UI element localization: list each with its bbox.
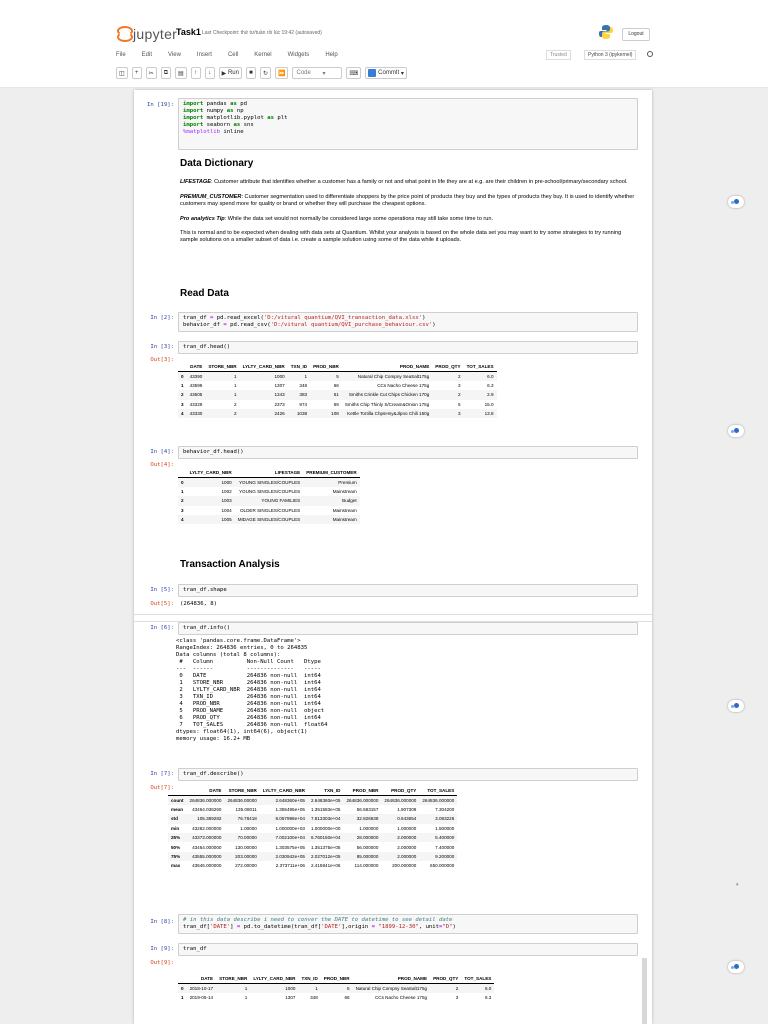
column-header: TXN_ID [298, 974, 320, 983]
table-cell: 1 [244, 985, 248, 991]
column-header: TOT_SALES [464, 362, 497, 371]
scroll-caret-icon[interactable]: ▾ [736, 882, 739, 888]
table-cell: 7.002100e+04 [275, 835, 305, 841]
table-cell: Mainstream [332, 507, 357, 513]
trusted-indicator[interactable]: Trusted [546, 50, 571, 60]
table-cell: 43646.000000 [192, 863, 222, 869]
commit-icon [368, 69, 376, 77]
info-output: <class 'pandas.core.frame.DataFrame'> RangeIndex: 264836 entries, 0 to 264835 Data columns (total 8 columns): # Column Non-Null Count Dtype --- ------ -------------- ----- 0 DATE 264836 non-null int64 1 STORE_NBR 264836 non-null int64 2 LYLTY_CARD_NBR 264836 non-null int64 3 TXN_ID 264836 non-null int64 4 PROD_NBR 264836 non-null int64 5 PROD_NAME 264836 non-null object 6 PROD_QTY 264836 non-null int64 7 TOT_SALES 264836 non-null float64 dtypes: float64(1), int64(6), object(1) memory usage: 16.2+ MB [176, 638, 328, 742]
table-cell: 3 [455, 994, 459, 1000]
table-cell: 43329 [189, 401, 203, 407]
column-header: TOT_SALES [461, 974, 494, 983]
cell-type-value: Code [296, 70, 311, 76]
column-header: LIFESTAGE [235, 468, 304, 477]
row-index: 0 [181, 479, 184, 485]
code-text: behavior_df.head() [183, 449, 244, 455]
table-cell: 2018-10-17 [189, 985, 214, 991]
column-header: PROD_NAME [353, 974, 431, 983]
side-assistant-icon[interactable] [728, 961, 744, 973]
table-cell: 1.303575e+05 [275, 844, 305, 850]
move-down-icon[interactable]: ↓ [205, 67, 215, 79]
table-cell: 2.000000 [397, 835, 417, 841]
table-cell: 108 [331, 411, 339, 417]
table-cell: 2 [458, 392, 461, 398]
kernel-name[interactable]: Python 3 (ipykernel) [584, 50, 636, 60]
table-cell: 43330 [189, 411, 203, 417]
table-cell: 203.00000 [235, 853, 257, 859]
output-prompt: Out[4]: [150, 462, 174, 468]
code-input[interactable] [178, 768, 638, 781]
code-input[interactable]: import pandas as pd import numpy as np import matplotlib.pyplot as plt import seaborn as sns %matplotlib inline [178, 98, 638, 150]
section-title: Data Dictionary [180, 158, 254, 169]
table-row [168, 824, 457, 833]
term-tip: Pro analytics Tip [180, 215, 225, 222]
table-row [178, 381, 497, 390]
input-prompt: In [9]: [150, 946, 174, 952]
column-header [178, 468, 187, 477]
table-row [178, 993, 494, 1002]
section-title: Transaction Analysis [180, 559, 280, 570]
table-row [168, 833, 457, 842]
row-index: std [171, 816, 178, 822]
table-cell: 1000 [285, 985, 296, 991]
column-header [168, 786, 187, 795]
input-prompt: In [2]: [150, 315, 174, 321]
input-prompt: In [4]: [150, 449, 174, 455]
table-cell: 2.027012e+05 [310, 853, 341, 859]
menu-insert[interactable]: Insert [196, 52, 212, 58]
dataframe-describe-table [168, 786, 457, 871]
table-cell: 135.08011 [235, 806, 257, 812]
column-header: PROD_QTY [381, 786, 419, 795]
table-cell: Smiths Chip Thinly S/Cream&Onion 175g [344, 401, 430, 407]
table-cell: 650.000000 [430, 863, 455, 869]
table-cell: 5 [347, 985, 350, 991]
kernel-idle-icon [647, 51, 653, 57]
table-cell: 70.00000 [237, 835, 257, 841]
table-cell: Budget [342, 498, 357, 504]
table-cell: 2.415841e+06 [310, 863, 341, 869]
markdown-transaction-analysis[interactable] [180, 561, 640, 568]
table-cell: 6.3 [484, 994, 492, 1000]
table-cell: 15.0 [484, 401, 494, 407]
column-header: LYLTY_CARD_NBR [250, 974, 298, 983]
table-row [178, 515, 360, 524]
table-cell: 1.000000 [397, 825, 417, 831]
table-cell: 264836.000000 [189, 797, 222, 803]
table-cell: 76.78418 [237, 816, 257, 822]
row-index: 4 [181, 517, 184, 523]
table-cell: 5 [336, 373, 339, 379]
input-prompt: In [8]: [150, 919, 174, 925]
table-cell: 43373.000000 [192, 835, 222, 841]
table-cell: 1038 [296, 411, 308, 417]
jupyter-wordmark: jupyter [133, 26, 178, 42]
row-index: 2 [181, 392, 184, 398]
definition-premium: : Customer segmentation used to differentiate shoppers by the price point of products they buy and the types of products they buy. It is used to identify whether customers may spend more for quality or brand or whether they will purchase the cheapest options. [180, 193, 635, 208]
table-cell: 7.304200 [435, 806, 455, 812]
table-cell: 348 [310, 994, 318, 1000]
menu-bar [116, 49, 656, 63]
output-prompt: Out[3]: [150, 357, 174, 363]
dataframe-head-table [178, 362, 497, 418]
table-cell: 264836.00000 [227, 797, 257, 803]
table-row [178, 371, 497, 380]
menu-edit[interactable]: Edit [141, 52, 153, 58]
table-cell: Kettle Tortilla ChpsHny&Jlpno Chili 150g [347, 411, 430, 417]
input-prompt: In [5]: [150, 587, 174, 593]
toolbar [116, 66, 411, 80]
python-logo-icon [598, 24, 614, 40]
code-input[interactable] [178, 622, 638, 635]
table-cell: OLDER SINGLES/COUPLES [239, 507, 301, 513]
markdown-read-data[interactable] [180, 290, 640, 297]
table-cell: Natural Chip Compny SeaSalt175g [357, 373, 430, 379]
table-cell: 0.643654 [397, 816, 417, 822]
menu-kernel[interactable]: Kernel [254, 52, 272, 58]
dataframe-behavior-table [178, 468, 360, 524]
table-cell: 32.826638 [356, 816, 379, 822]
table-cell: 1.351375e+05 [310, 844, 341, 850]
side-assistant-icon[interactable] [728, 196, 744, 208]
row-index: count [171, 797, 184, 803]
definition-lifestage: : Customer attribute that identifies whether a customer has a family or not and what point in life they are at e.g. are their children in pre-school/primary/secondary school. [210, 179, 628, 186]
table-cell: 1.907309 [397, 806, 417, 812]
markdown-data-dictionary[interactable] [180, 160, 640, 245]
column-header [178, 974, 187, 983]
restart-run-all-icon[interactable]: ⏩ [275, 67, 288, 79]
interrupt-icon[interactable]: ■ [246, 67, 256, 79]
table-cell: CCs Nacho Cheese 175g [374, 994, 428, 1000]
table-cell: 9.200000 [435, 853, 455, 859]
table-cell: 348 [299, 382, 308, 388]
table-row [168, 861, 457, 870]
code-input[interactable]: tran_df = pd.read_excel('D:/vitural quantium/QVI_transaction_data.xlsx') behavior_df = pd.read_csv('D:/vitural quantium/QVI_purchase_behaviour.csv') [178, 312, 638, 332]
table-cell: 43599 [189, 382, 203, 388]
table-cell: 66 [333, 382, 339, 388]
table-cell: YOUNG SINGLES/COUPLES [238, 488, 301, 494]
row-index: mean [171, 806, 184, 812]
paragraph-tip [180, 216, 640, 223]
table-cell: 264836.000000 [384, 797, 417, 803]
paste-icon[interactable]: ▤ [175, 67, 187, 79]
table-cell: 3 [458, 382, 461, 388]
table-row [168, 795, 457, 804]
table-cell: 7.813303e+04 [310, 816, 341, 822]
table-cell: 264836.000000 [422, 797, 455, 803]
table-cell: 1000 [221, 479, 232, 485]
paragraph-lifestage [180, 179, 640, 186]
run-label: Run [227, 70, 239, 76]
row-index: max [171, 863, 181, 869]
keyboard-icon[interactable]: ⌨ [346, 67, 361, 79]
table-cell: 105.389282 [197, 816, 222, 822]
jupyter-logo[interactable] [116, 24, 177, 44]
code-input[interactable] [178, 341, 638, 354]
column-header: PROD_NAME [342, 362, 432, 371]
row-index: 1 [181, 382, 184, 388]
table-cell: 1005 [221, 517, 232, 523]
table-cell: 130.00000 [235, 844, 257, 850]
code-text: tran_df [183, 946, 207, 952]
table-cell: 2019-05-14 [189, 994, 214, 1000]
output-scrollbar[interactable] [642, 958, 647, 1024]
notebook-container [134, 90, 652, 1024]
column-header: TXN_ID [308, 786, 344, 795]
table-cell: 7.400000 [435, 844, 455, 850]
row-index: 1 [181, 994, 184, 1000]
row-index: min [171, 825, 180, 831]
table-cell: CCs Nacho Cheese 175g [377, 382, 430, 388]
table-row [178, 983, 494, 992]
table-cell: 1.000000e+00 [310, 825, 341, 831]
table-cell: 66 [344, 994, 350, 1000]
cut-icon[interactable]: ✂ [146, 67, 157, 79]
input-prompt: In [7]: [150, 771, 174, 777]
save-icon[interactable]: ◫ [116, 67, 128, 79]
restart-icon[interactable]: ↻ [260, 67, 271, 79]
table-cell: 2 [458, 373, 461, 379]
row-index: 50% [171, 844, 181, 850]
table-row [168, 842, 457, 851]
code-text: tran_df.shape [183, 587, 227, 593]
table-cell: 2373 [274, 401, 285, 407]
column-header: TOT_SALES [419, 786, 457, 795]
table-row [168, 805, 457, 814]
column-header: LYLTY_CARD_NBR [240, 362, 288, 371]
table-cell: 974 [299, 401, 308, 407]
output-prompt: Out[9]: [150, 960, 174, 966]
notebook-name[interactable]: Task1 [176, 27, 201, 37]
table-cell: 1.355495e+05 [275, 806, 305, 812]
code-text: tran_df.describe() [183, 771, 244, 777]
section-title: Read Data [180, 288, 229, 299]
output-prompt: Out[7]: [150, 785, 174, 791]
table-cell: 6.0 [487, 373, 494, 379]
column-header: PREMIUM_CUSTOMER [303, 468, 359, 477]
jupyter-logo-icon [116, 25, 130, 43]
table-cell: 2.373711e+06 [275, 863, 305, 869]
table-cell: 56.000000 [356, 844, 379, 850]
cell-type-select[interactable]: Code ▾ [292, 67, 342, 79]
copy-icon[interactable]: ⧉ [161, 67, 171, 79]
table-cell: 1004 [221, 507, 232, 513]
row-index: 0 [181, 373, 184, 379]
table-cell: 1.000000e+03 [275, 825, 305, 831]
table-cell: 1 [234, 392, 237, 398]
term-premium: PREMIUM_CUSTOMER [180, 193, 242, 200]
logout-button[interactable]: Logout [622, 28, 650, 41]
table-cell: 383 [299, 392, 308, 398]
code-input[interactable]: # in this data describe i need to conver the DATE to datetime to see detail date tran_df['DATE'] = pd.to_datetime(tran_df['DATE'],origin = "1899-12-30", unit="D") [178, 914, 638, 934]
table-cell: 2.000000 [397, 844, 417, 850]
table-cell: 2 [234, 411, 237, 417]
code-input[interactable] [178, 584, 638, 597]
row-index: 2 [181, 498, 184, 504]
row-index: 3 [181, 401, 184, 407]
commit-button[interactable]: CommIt ▾ [365, 67, 407, 79]
column-header: TXN_ID [288, 362, 310, 371]
table-row [178, 400, 497, 409]
table-row [168, 814, 457, 823]
table-cell: Smiths Crinkle Cut Chips Chicken 170g [348, 392, 430, 398]
table-cell: YOUNG FAMILIES [261, 498, 301, 504]
paragraph-premium [180, 194, 640, 209]
table-cell: 200.000000 [392, 863, 417, 869]
column-header: DATE [187, 786, 225, 795]
table-cell: 1000 [274, 373, 285, 379]
run-button[interactable]: ▶ Run [219, 67, 242, 79]
table-cell: 1307 [285, 994, 296, 1000]
row-index: 75% [171, 853, 181, 859]
table-cell: 8.057998e+04 [275, 816, 305, 822]
table-cell: 69 [333, 401, 339, 407]
table-cell: YOUNG SINGLES/COUPLES [238, 479, 301, 485]
table-row [178, 477, 360, 486]
menu-cell[interactable]: Cell [227, 52, 239, 58]
code-input[interactable] [178, 943, 638, 956]
menu-help[interactable]: Help [325, 52, 338, 58]
row-index: 3 [181, 507, 184, 513]
paragraph-note: This is normal and to be expected when dealing with data sets at Quantium. Whilst your analysis is based on the whole data set you may want to try some strategies to try running sample solutions on a smaller subset of data i.e. create a sample solution using some of the data while it uploads. [180, 230, 622, 244]
column-header: DATE [187, 362, 206, 371]
table-row [178, 506, 360, 515]
table-cell: 2 [455, 985, 459, 991]
definition-tip: : While the data set would not normally be considered large some operations may still take some time to run. [224, 215, 493, 222]
column-header: PROD_NBR [310, 362, 342, 371]
table-cell: 43390 [189, 373, 203, 379]
table-cell: 28.000000 [356, 835, 379, 841]
input-prompt: In [6]: [150, 625, 174, 631]
move-up-icon[interactable]: ↑ [191, 67, 201, 79]
column-header [178, 362, 187, 371]
table-row [178, 390, 497, 399]
code-text: tran_df.info() [183, 625, 231, 631]
term-lifestage: LIFESTAGE [180, 179, 211, 186]
table-cell: 2.648360e+05 [275, 797, 305, 803]
dataframe-full-table [178, 974, 494, 1002]
table-row [178, 487, 360, 496]
table-cell: 2.9 [487, 392, 494, 398]
output-text: (264836, 8) [180, 601, 218, 607]
column-header: DATE [187, 974, 217, 983]
table-cell: 1 [315, 985, 318, 991]
column-header: PROD_NBR [343, 786, 381, 795]
table-cell: 1 [304, 373, 308, 379]
side-assistant-icon[interactable] [728, 425, 744, 437]
table-cell: Premium [338, 479, 357, 485]
insert-cell-below-icon[interactable]: + [132, 67, 142, 79]
table-cell: Mainstream [332, 488, 357, 494]
row-index: 0 [181, 985, 184, 991]
column-header: PROD_QTY [430, 974, 461, 983]
table-cell: 56.583157 [356, 806, 379, 812]
table-cell: 1343 [274, 392, 285, 398]
table-cell: 6.0 [484, 985, 492, 991]
column-header: PROD_NBR [321, 974, 353, 983]
table-cell: 43555.000000 [192, 853, 222, 859]
table-cell: 1002 [221, 488, 232, 494]
table-cell: 5.400000 [435, 835, 455, 841]
row-index: 1 [181, 488, 184, 494]
table-cell: 13.8 [484, 411, 494, 417]
table-cell: 1307 [274, 382, 285, 388]
table-cell: 6.760150e+04 [310, 835, 341, 841]
table-cell: 1.000000 [359, 825, 379, 831]
column-header: LYLTY_CARD_NBR [187, 468, 235, 477]
table-row [168, 852, 457, 861]
column-header: STORE_NBR [205, 362, 239, 371]
table-cell: 3 [458, 411, 461, 417]
column-header: PROD_QTY [432, 362, 463, 371]
table-row [178, 409, 497, 418]
table-cell: 1003 [221, 498, 232, 504]
table-cell: 1 [244, 994, 248, 1000]
table-row [178, 496, 360, 505]
menu-view[interactable]: View [168, 52, 181, 58]
table-cell: 43464.000000 [192, 844, 222, 850]
table-cell: 43464.036260 [192, 806, 222, 812]
table-cell: 61 [333, 392, 339, 398]
column-header: STORE_NBR [224, 786, 259, 795]
table-cell: Mainstream [332, 517, 357, 523]
menu-widgets[interactable]: Widgets [287, 52, 310, 58]
notebook-header [0, 0, 768, 88]
table-cell: 1 [234, 382, 237, 388]
table-cell: 43605 [189, 392, 203, 398]
table-cell: MIDAGE SINGLES/COUPLES [237, 517, 301, 523]
table-cell: 85.000000 [356, 853, 379, 859]
input-prompt: In [3]: [150, 344, 174, 350]
table-cell: 43282.000000 [192, 825, 222, 831]
row-index: 25% [171, 835, 181, 841]
side-assistant-icon[interactable] [728, 700, 744, 712]
code-text: tran_df.head() [183, 344, 231, 350]
table-cell: 5 [458, 401, 461, 407]
menu-file[interactable]: File [116, 52, 126, 58]
table-cell: 3.083226 [435, 816, 455, 822]
output-prompt: Out[5]: [150, 601, 174, 607]
input-prompt: In [19]: [147, 102, 174, 108]
table-cell: Natural Chip Compny SeaSalt175g [355, 985, 428, 991]
table-cell: 264836.000000 [346, 797, 379, 803]
table-cell: 1 [234, 373, 237, 379]
code-input[interactable] [178, 446, 638, 459]
table-cell: 272.00000 [235, 863, 257, 869]
table-cell: 2426 [274, 411, 285, 417]
table-cell: 2.000000 [397, 853, 417, 859]
table-cell: 2.648360e+05 [310, 797, 341, 803]
checkpoint-status: Last Checkpoint: thứ tư/tuần rồi lúc 19:42 (autosaved) [202, 30, 322, 36]
table-cell: 1.500000 [435, 825, 455, 831]
page-divider [134, 614, 652, 622]
table-cell: 2 [234, 401, 237, 407]
table-cell: 6.3 [487, 382, 494, 388]
column-header: LYLTY_CARD_NBR [260, 786, 308, 795]
table-cell: 1.351583e+05 [310, 806, 341, 812]
table-cell: 2.030942e+05 [275, 853, 305, 859]
commit-label: CommIt [378, 70, 400, 76]
table-cell: 114.000000 [354, 863, 379, 869]
table-cell: 1.00000 [240, 825, 257, 831]
row-index: 4 [181, 411, 184, 417]
column-header: STORE_NBR [216, 974, 250, 983]
